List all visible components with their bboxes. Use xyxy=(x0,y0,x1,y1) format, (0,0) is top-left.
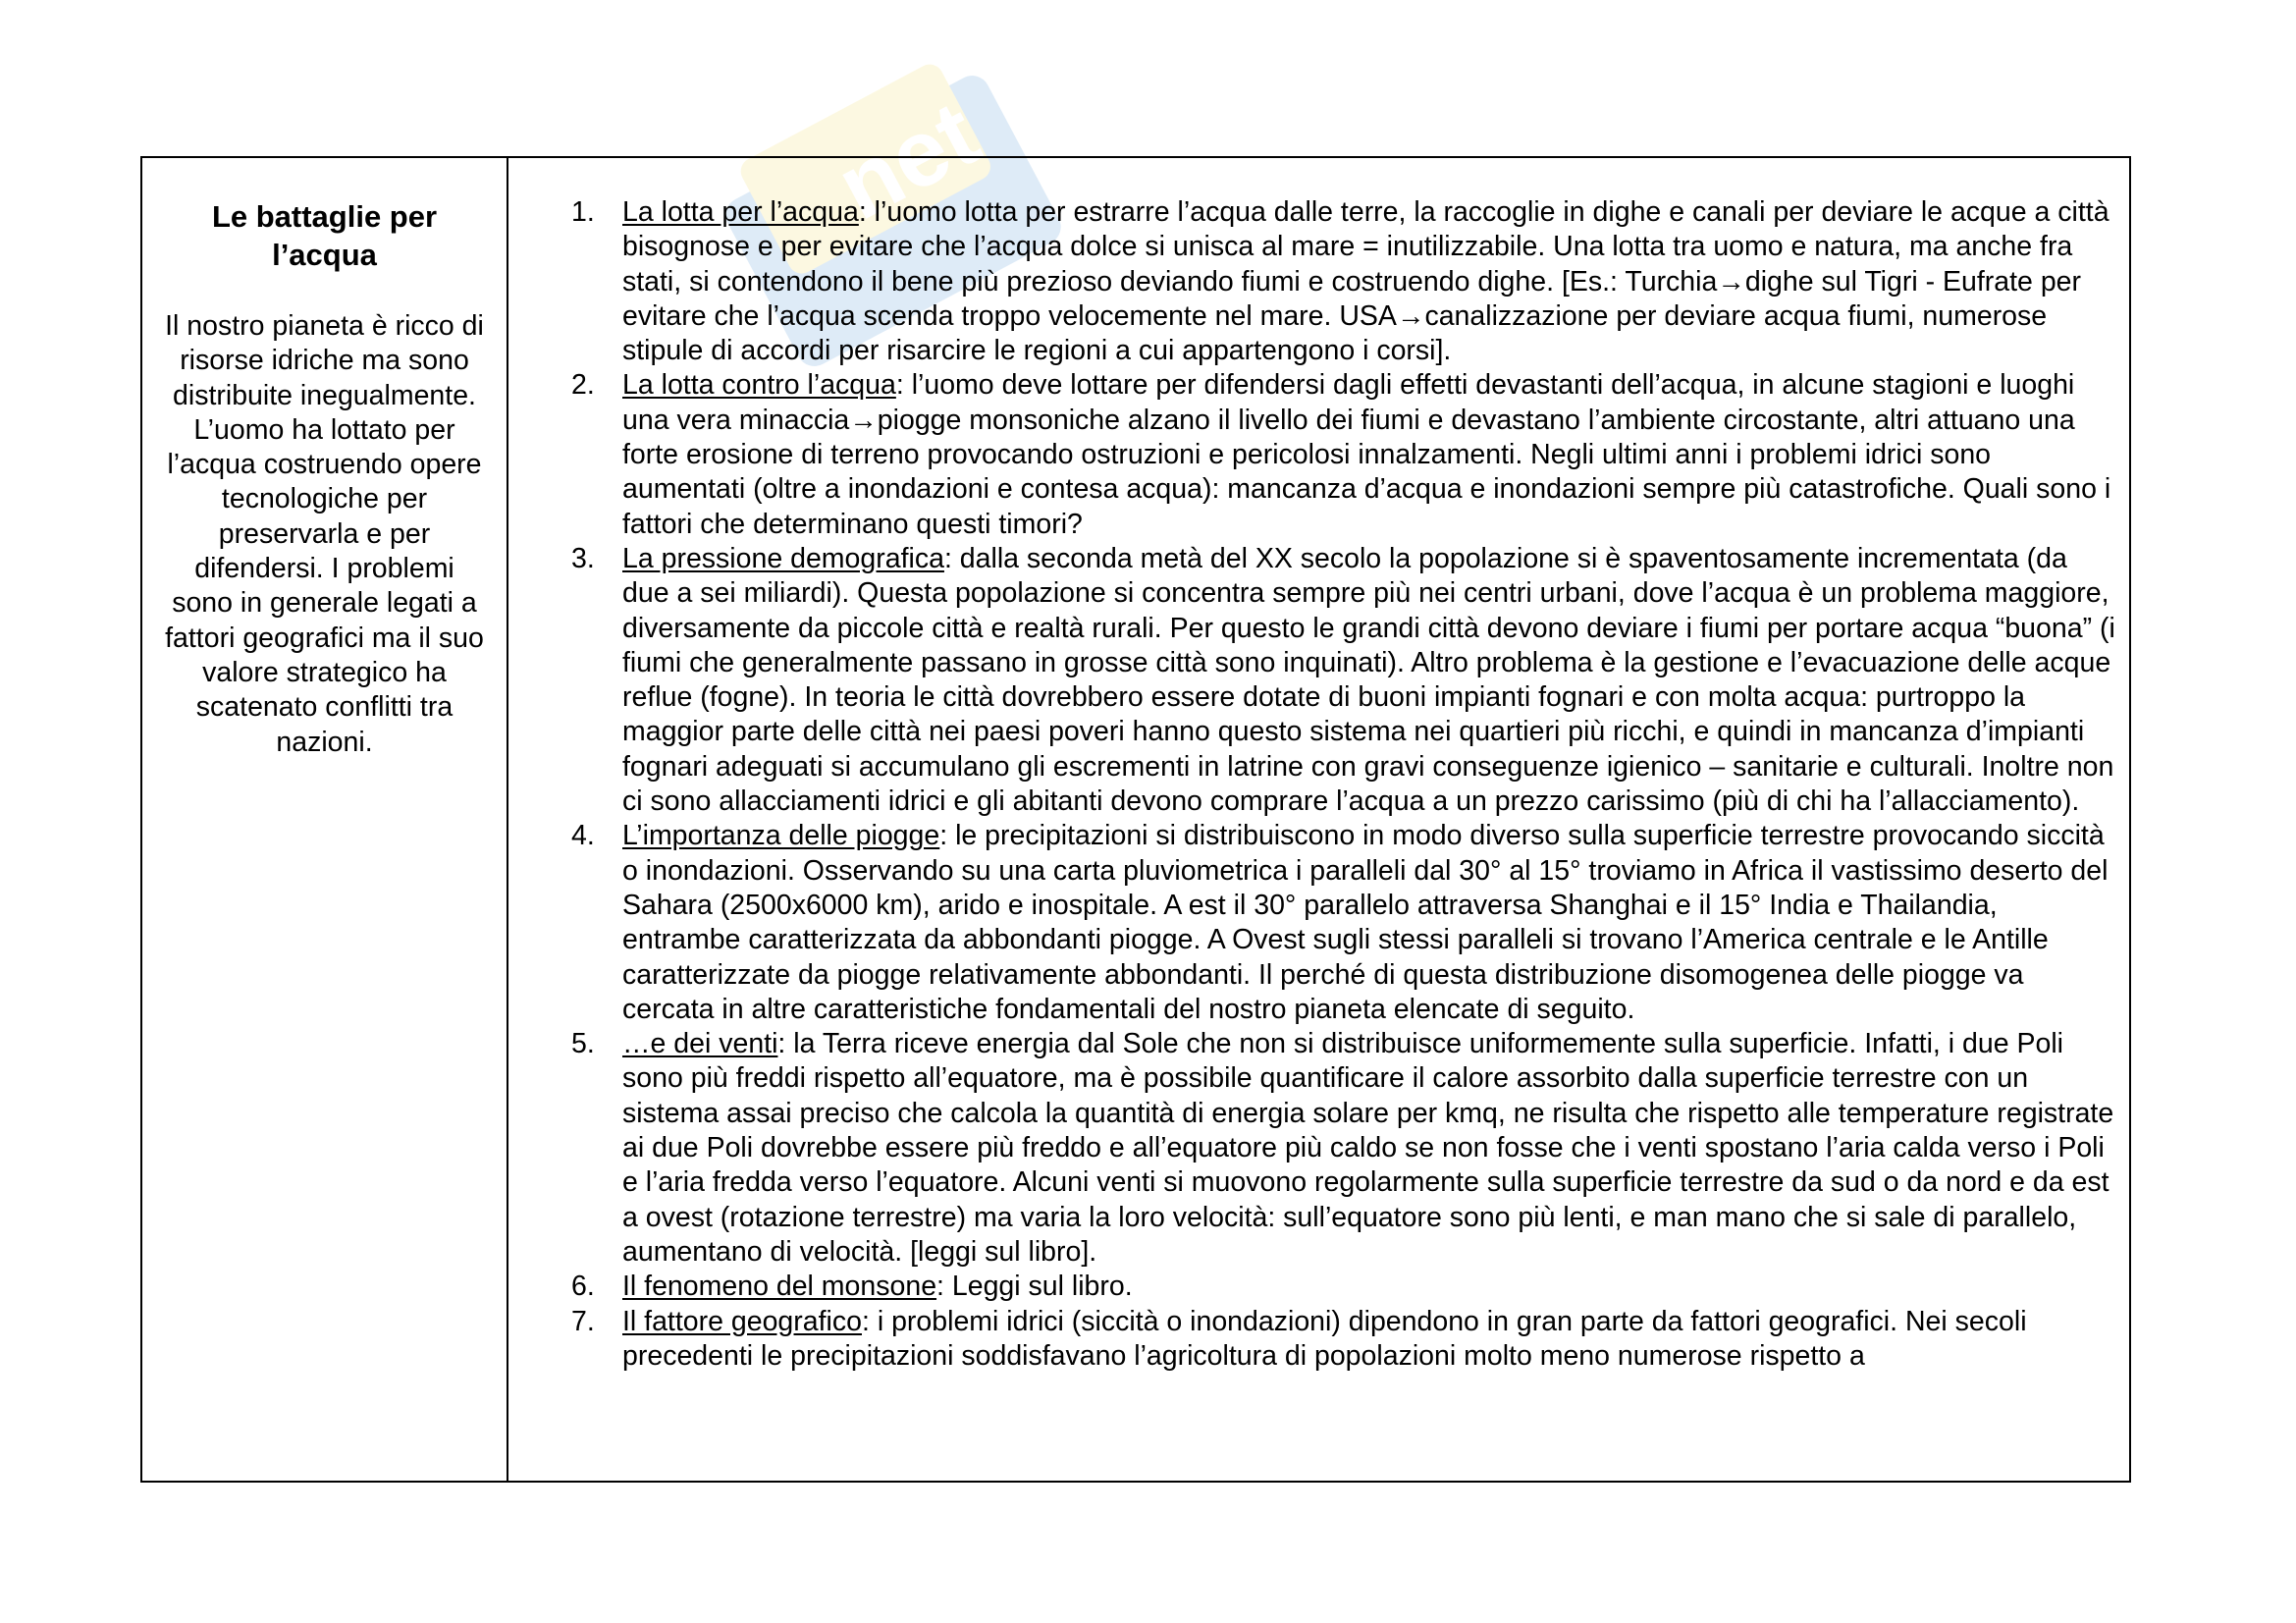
item-heading: La pressione demografica xyxy=(622,542,944,574)
item-text: canalizzazione per deviare acqua fiumi, numerose stipule di accordi per risarcire le regioni a cui appartengono i corsi]. xyxy=(622,299,2048,367)
item-number: 3. xyxy=(571,542,595,574)
list-item xyxy=(508,368,2117,541)
item-number: 2. xyxy=(571,369,595,402)
item-heading: …e dei venti xyxy=(622,1028,778,1060)
list-item xyxy=(508,1027,2117,1270)
item-text: : Leggi sul libro. xyxy=(936,1271,1133,1303)
item-heading: Il fattore geografico xyxy=(622,1305,862,1337)
item-text: piogge monsoniche alzano il livello dei fiumi e devastano l’ambiente circostante, altri attuano una forte erosione di terreno provocando ostruzioni e pericolosi innalzamenti. Negli ultimi anni i problemi idrici sono aumentati (oltre a inondazioni e contesa acqua): mancanza d’acqua e inondazioni sempre più catastrofiche. Quali sono i fattori che determinano questi timori? xyxy=(622,404,2111,540)
item-text: : dalla seconda metà del XX secolo la popolazione si è spaventosamente incrementata (da due a sei miliardi). Questa popolazione si concentra sempre più nei centri urbani, dove l’acqua è un problema maggiore, diversamente da piccole città e realtà rurali. Per questo le grandi città devono deviare i fiumi per portare acqua “buona” (i fiumi che generalmente passano in grosse città sono inquinati). Altro problema è la gestione e l’evacuazione delle acque reflue (fogne). In teoria le città dovrebbero essere dotate di buoni impianti fognari e con molta acqua: purtroppo la maggior parte delle città nei paesi poveri hanno questo sistema nei quartieri più ricchi, e quindi in mancanza d’impianti fognari adeguati si accumulano gli escrementi in latrine con gravi conseguenze igienico – sanitarie e culturali. Inoltre non ci sono allacciamenti idrici e gli abitanti devono comprare l’acqua a un prezzo carissimo (più di chi ha l’allacciamento). xyxy=(622,542,2115,818)
item-text: : la Terra riceve energia dal Sole che non si distribuisce uniformemente sulla superficie. Infatti, i due Poli sono più freddi rispetto all’equatore, ma è possibile quantificare il calore assorbito dalla superficie terrestre con un sistema assai preciso che calcola la quantità di energia solare per kmq, ne risulta che rispetto alle temperature registrate ai due Poli dovrebbe essere più freddo e all’equatore più caldo se non fosse che i venti spostano l’aria calda verso i Poli e l’aria fredda verso l’equatore. Alcuni venti si muovono regolarmente sulla superficie terrestre da sud o da nord e da est a ovest (rotazione terrestre) ma varia la loro velocità: sull’equatore sono più lenti, e man mano che si sale di parallelo, aumentano di velocità. [leggi sul libro]. xyxy=(622,1028,2114,1268)
item-text: : l’uomo deve lottare per difendersi dagli effetti devastanti dell’acqua, in alcune stagioni e luoghi una vera minaccia xyxy=(622,369,2075,436)
notes-cell xyxy=(508,158,2129,1481)
list-item xyxy=(508,1270,2117,1304)
item-number: 7. xyxy=(571,1305,595,1337)
item-text: : l’uomo lotta per estrarre l’acqua dalle terre, la raccoglie in dighe e canali per deviare le acque a città bisognose e per evitare che l’acqua dolce si unisca al mare = inutilizzabile. Una lotta tra uomo e natura, ma anche fra stati, si contendono il bene più prezioso deviando fiumi e costruendo dighe. [Es.: Turchia xyxy=(622,196,2109,298)
content-table xyxy=(140,156,2131,1483)
item-text: : i problemi idrici (siccità o inondazioni) dipendono in gran parte da fattori geografici. Nei secoli precedenti le precipitazioni soddisfavano l’agricoltura di popolazioni molto meno numerose rispetto a xyxy=(622,1305,2027,1372)
topic-title: Le battaglie per l’acqua xyxy=(211,199,438,272)
arrow-icon: → xyxy=(1717,265,1745,298)
item-number: 5. xyxy=(571,1028,595,1060)
arrow-icon: → xyxy=(849,404,878,436)
item-heading: La lotta per l’acqua xyxy=(622,196,859,228)
item-text: dighe sul Tigri - Eufrate per evitare che l’acqua scenda troppo velocemente nel mare. USA xyxy=(622,265,2082,332)
topic-cell xyxy=(142,158,508,1481)
watermark-text: net xyxy=(821,81,995,241)
item-heading: Il fenomeno del monsone xyxy=(622,1271,937,1303)
item-number: 4. xyxy=(571,820,595,852)
list-item xyxy=(508,1305,2117,1375)
item-heading: L’importanza delle piogge xyxy=(622,820,940,852)
item-heading: La lotta contro l’acqua xyxy=(622,369,896,402)
item-number: 6. xyxy=(571,1271,595,1303)
item-number: 1. xyxy=(571,196,595,228)
list-item xyxy=(508,542,2117,819)
notes-list xyxy=(508,195,2117,1374)
list-item xyxy=(508,819,2117,1027)
list-item xyxy=(508,195,2117,368)
item-text: : le precipitazioni si distribuiscono in modo diverso sulla superficie terrestre provocando siccità o inondazioni. Osservando su una carta pluviometrica i paralleli dal 30° al 15° troviamo in Africa il vastissimo deserto del Sahara (2500x6000 km), arido e inospitale. A est il 30° parallelo attraversa Shanghai e il 15° India e Thailandia, entrambe caratterizzata da abbondanti piogge. A Ovest sugli stessi paralleli si trovano l’America centrale e le Antille caratterizzate da piogge relativamente abbondanti. Il perché di questa distribuzione disomogenea delle piogge va cercata in altre caratteristiche fondamentali del nostro pianeta elencate di seguito. xyxy=(622,820,2109,1025)
arrow-icon: → xyxy=(1396,299,1425,332)
topic-summary: Il nostro pianeta è ricco di risorse idriche ma sono distribuite inegualmente. L’uomo ha lottato per l’acqua costruendo opere tecnologiche per preservarla e per difendersi. I problemi sono in generale legati a fattori geografici ma il suo valore strategico ha scatenato conflitti tra nazioni. xyxy=(165,310,484,758)
